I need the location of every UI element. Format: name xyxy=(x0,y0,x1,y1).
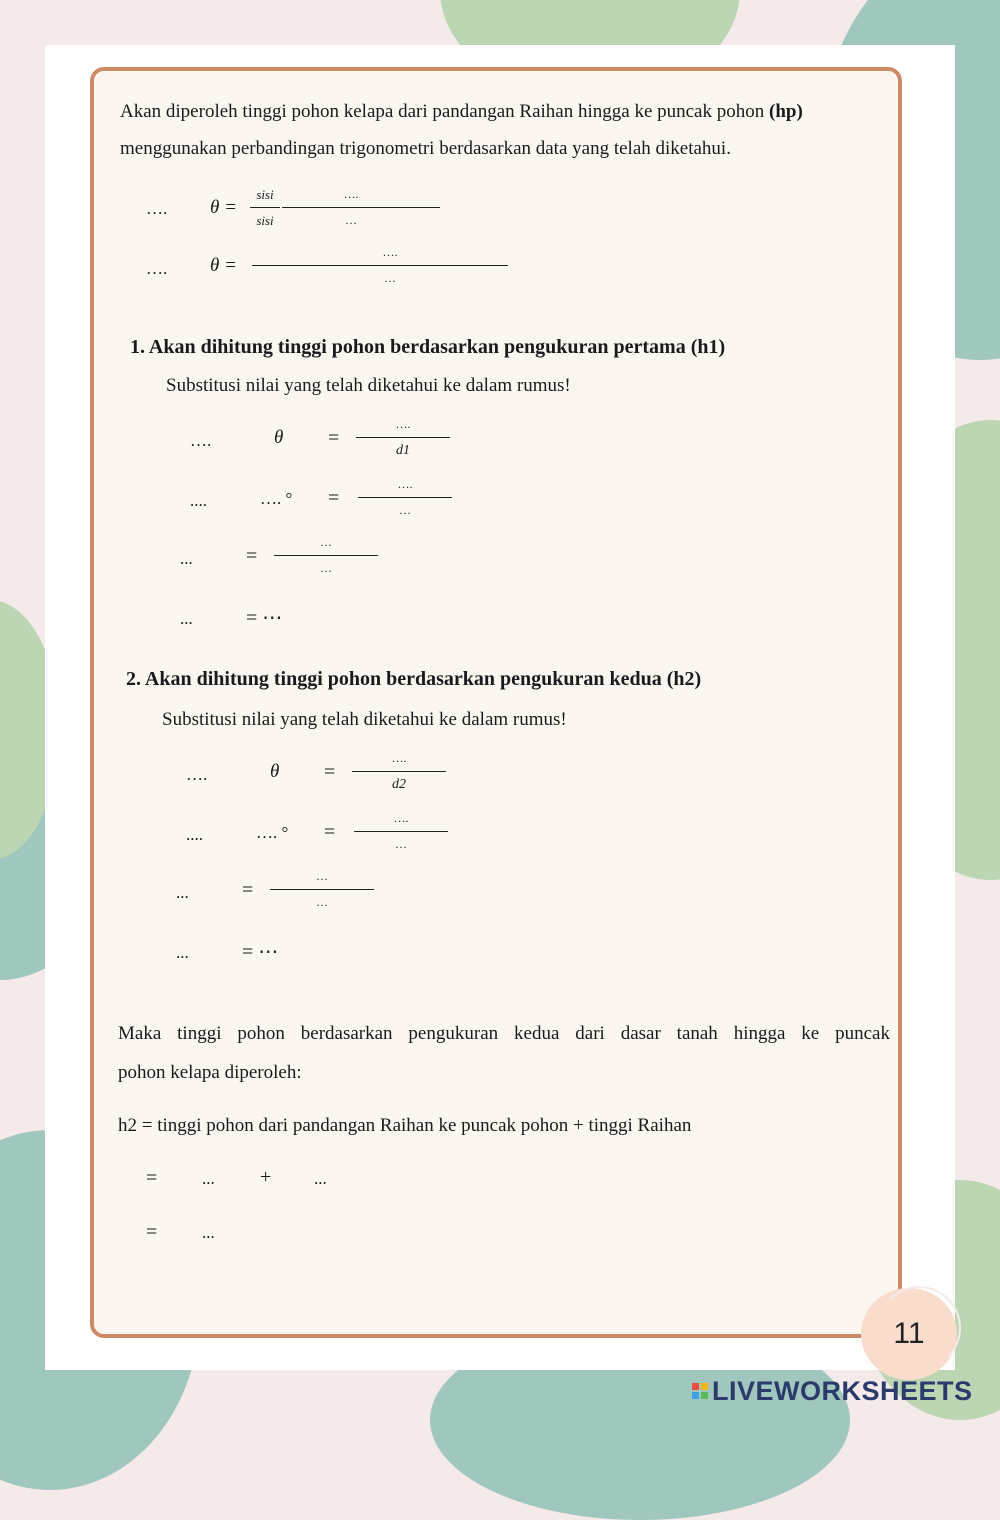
lhs-blank[interactable]: ... xyxy=(180,549,193,568)
theta-symbol: θ xyxy=(270,761,280,782)
blank-function[interactable]: …. xyxy=(146,259,168,278)
numerator-blank[interactable]: …. xyxy=(391,751,407,765)
fraction-bar xyxy=(252,265,508,266)
numerator-blank[interactable]: …. xyxy=(393,811,409,825)
lhs-blank[interactable]: ... xyxy=(176,943,189,962)
denominator-blank[interactable]: … xyxy=(320,561,332,575)
numerator-blank[interactable]: …. xyxy=(382,245,398,259)
angle-blank[interactable]: …. ° xyxy=(260,489,293,508)
result-blank[interactable]: = ⋯ xyxy=(246,607,283,629)
intro-line-2: menggunakan perbandingan trigonometri berdasarkan data yang telah diketahui. xyxy=(120,138,731,159)
fraction-bar xyxy=(354,831,448,832)
page-number-badge xyxy=(861,1288,957,1380)
equals-sign: = xyxy=(146,1167,158,1189)
lhs-blank[interactable]: ... xyxy=(180,609,193,628)
theta-symbol: θ xyxy=(274,427,284,448)
h2-formula: h2 = tinggi pohon dari pandangan Raihan ke puncak pohon + tinggi Raihan xyxy=(118,1115,692,1136)
intro-line-1 xyxy=(120,101,803,124)
theta-equals: θ = xyxy=(210,255,237,276)
fraction-bar xyxy=(356,437,450,438)
theta-equals: θ = xyxy=(210,197,237,218)
logo-square xyxy=(701,1392,708,1399)
numerator: sisi xyxy=(256,187,274,202)
equals-sign: = xyxy=(324,821,336,843)
section-2-heading: 2. Akan dihitung tinggi pohon berdasarkan pengukuran kedua (h2) xyxy=(126,668,702,690)
blank-function[interactable]: …. xyxy=(190,431,212,450)
denominator-blank[interactable]: … xyxy=(384,271,396,285)
value-blank[interactable]: ... xyxy=(314,1169,327,1188)
result-blank[interactable]: = ⋯ xyxy=(242,941,279,963)
numerator-blank[interactable]: …. xyxy=(395,417,411,431)
equals-sign: = xyxy=(328,487,340,509)
page-number: 11 xyxy=(893,1317,925,1350)
fraction-bar xyxy=(282,207,440,208)
denominator-blank[interactable]: … xyxy=(399,503,411,517)
liveworksheets-logo-icon xyxy=(692,1383,708,1399)
fraction-bar xyxy=(270,889,374,890)
angle-blank[interactable]: …. ° xyxy=(256,823,289,842)
denominator-d1: d1 xyxy=(396,443,410,458)
conclusion-paragraph: Maka tinggi pohon berdasarkan pengukuran kedua dari dasar tanah hingga ke puncak xyxy=(118,1023,890,1044)
section-1-heading: 1. Akan dihitung tinggi pohon berdasarkan pengukuran pertama (h1) xyxy=(130,336,726,358)
blank-function[interactable]: …. xyxy=(146,199,168,218)
equals-sign: = xyxy=(146,1221,158,1243)
denominator-d2: d2 xyxy=(392,777,406,792)
section-1-instruction: Substitusi nilai yang telah diketahui ke dalam rumus! xyxy=(166,375,571,396)
logo-square xyxy=(692,1392,699,1399)
blank-function[interactable]: .... xyxy=(190,491,207,510)
fraction-bar xyxy=(250,207,280,208)
numerator-blank[interactable]: … xyxy=(316,869,328,883)
fraction-bar xyxy=(274,555,378,556)
blank-function[interactable]: .... xyxy=(186,825,203,844)
denominator-blank[interactable]: … xyxy=(316,895,328,909)
brand-name: LIVEWORKSHEETS xyxy=(712,1375,973,1406)
liveworksheets-brand[interactable] xyxy=(692,1374,973,1408)
intro-bold-term: (hp) xyxy=(769,101,803,122)
equals-sign: = xyxy=(242,879,254,901)
intro-text: Akan diperoleh tinggi pohon kelapa dari pandangan Raihan hingga ke puncak pohon xyxy=(120,101,769,122)
content-frame xyxy=(90,67,902,1338)
denominator-blank[interactable]: … xyxy=(395,837,407,851)
numerator-blank[interactable]: … xyxy=(320,535,332,549)
denominator-blank[interactable]: … xyxy=(345,213,357,227)
denominator: sisi xyxy=(256,213,274,228)
plus-sign: + xyxy=(260,1166,272,1188)
fraction-bar xyxy=(358,497,452,498)
value-blank[interactable]: ... xyxy=(202,1169,215,1188)
result-blank[interactable]: ... xyxy=(202,1223,215,1242)
conclusion-paragraph-end: pohon kelapa diperoleh: xyxy=(118,1062,302,1083)
fraction-bar xyxy=(352,771,446,772)
logo-square xyxy=(701,1383,708,1390)
equals-sign: = xyxy=(324,761,336,783)
section-2-instruction: Substitusi nilai yang telah diketahui ke dalam rumus! xyxy=(162,709,567,730)
numerator-blank[interactable]: …. xyxy=(397,477,413,491)
numerator-blank[interactable]: …. xyxy=(343,187,359,201)
equals-sign: = xyxy=(328,427,340,449)
logo-square xyxy=(692,1383,699,1390)
blank-function[interactable]: …. xyxy=(186,765,208,784)
equals-sign: = xyxy=(246,545,258,567)
lhs-blank[interactable]: ... xyxy=(176,883,189,902)
